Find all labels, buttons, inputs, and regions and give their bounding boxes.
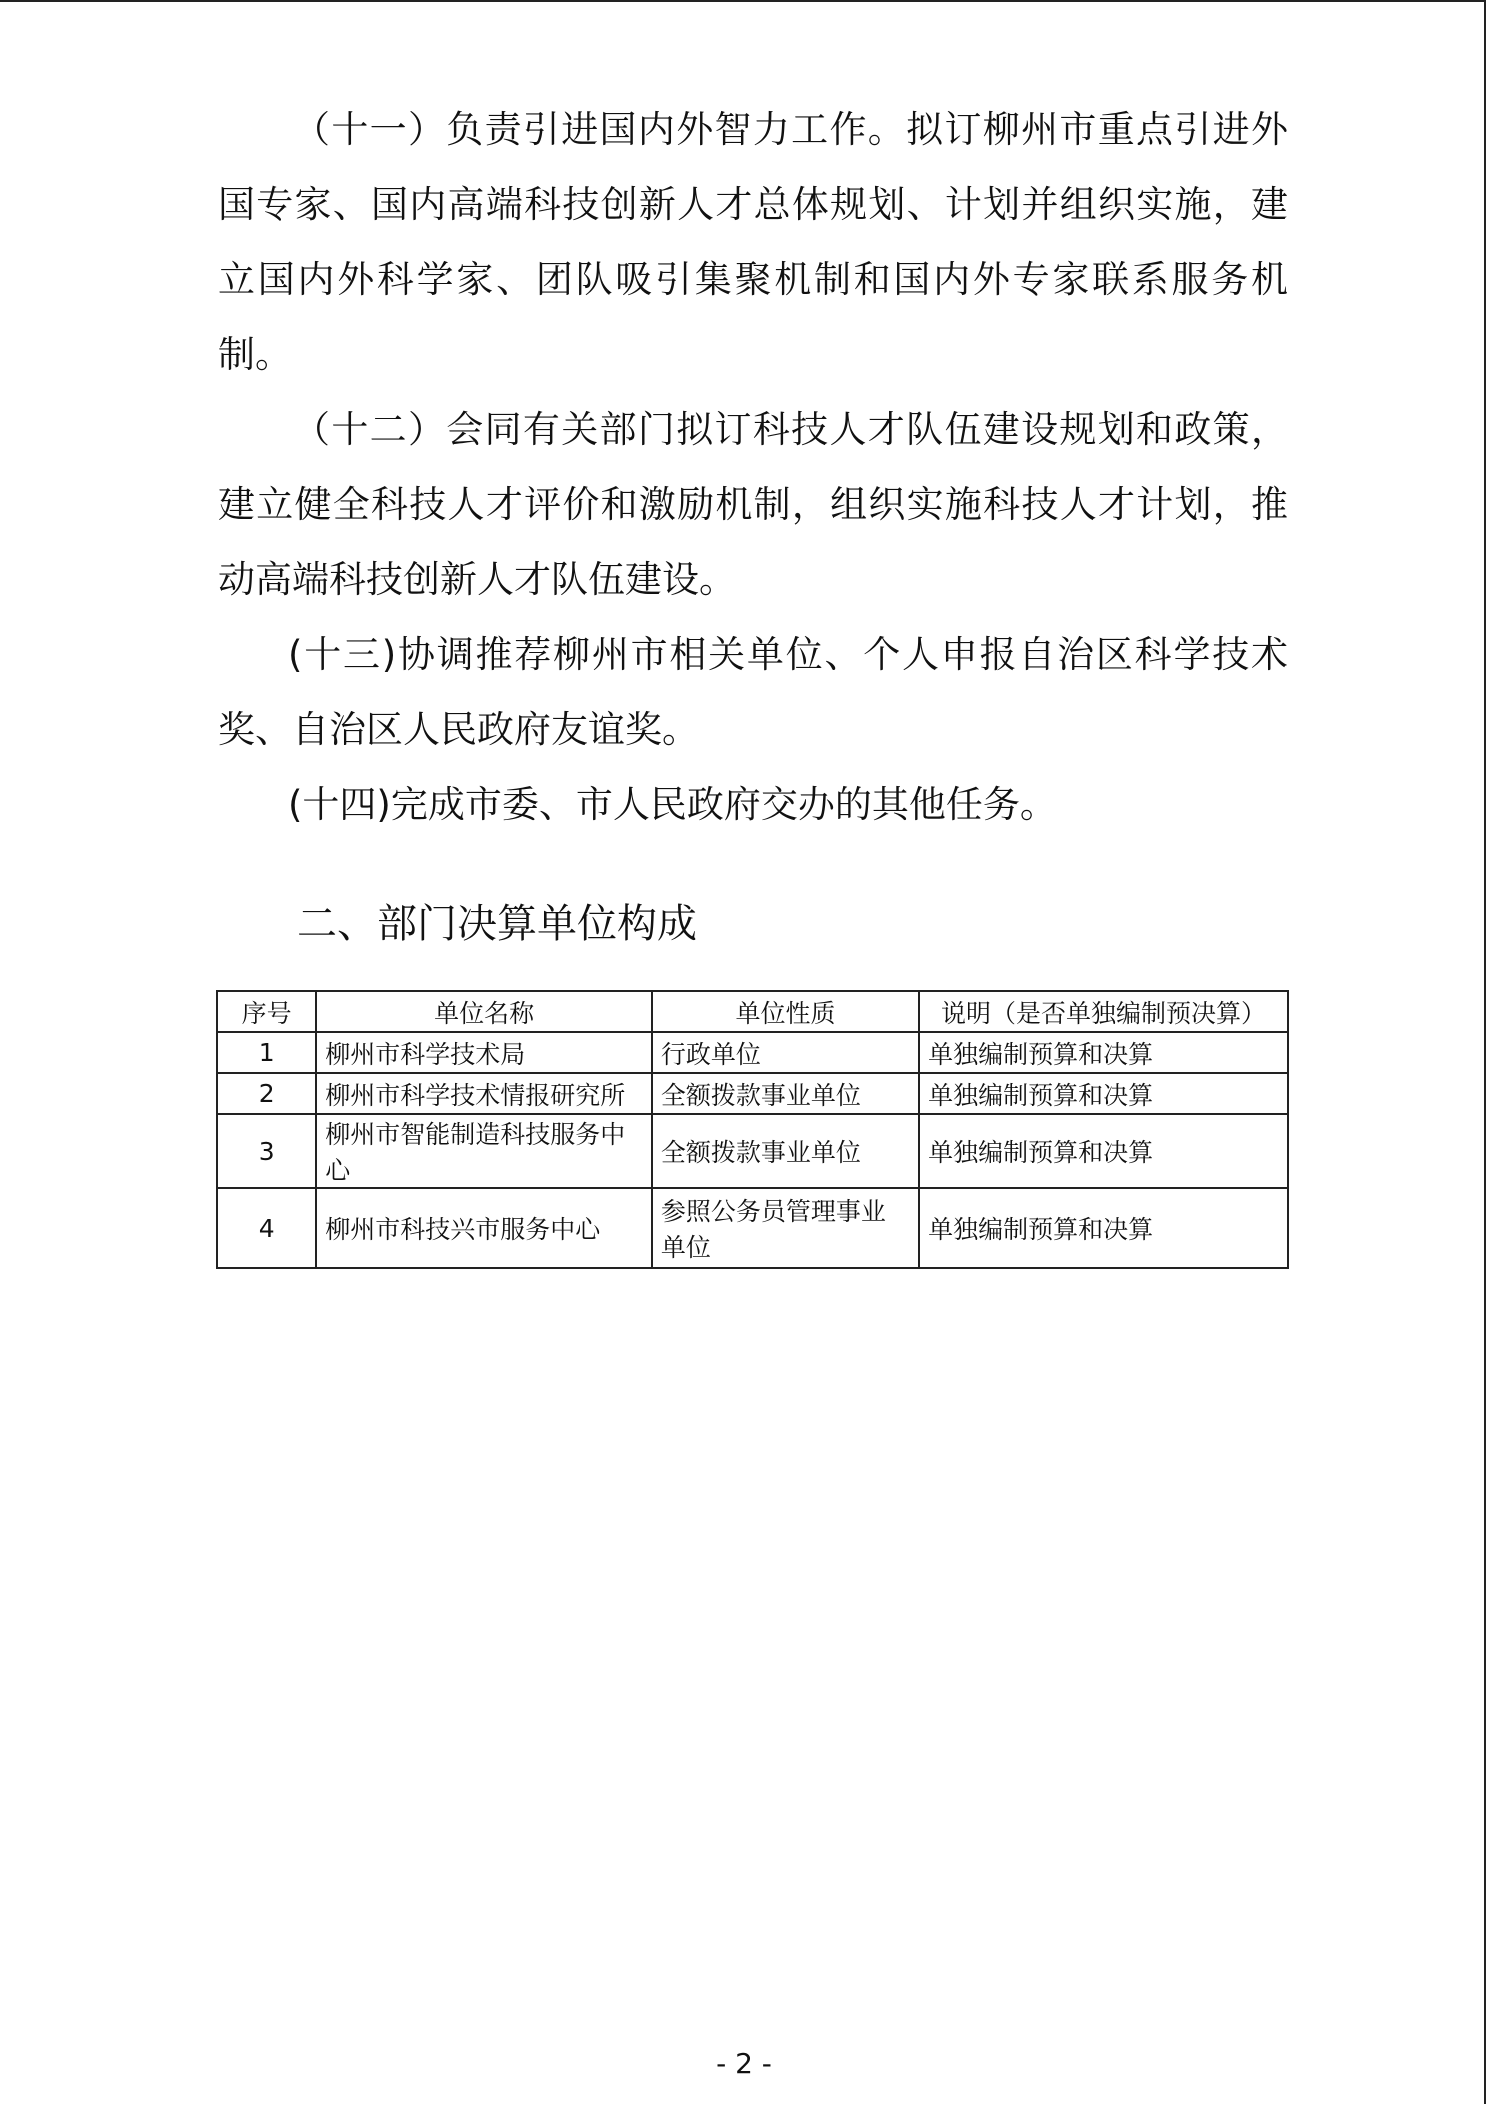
cell-unit-name: 柳州市科学技术情报研究所 — [316, 1073, 652, 1114]
table-row — [217, 1188, 1288, 1268]
table-header-row — [217, 991, 1288, 1032]
cell-index: 2 — [217, 1073, 316, 1114]
cell-index: 3 — [217, 1114, 316, 1188]
header-index: 序号 — [217, 991, 316, 1032]
paragraph-thirteen: (十三)协调推荐柳州市相关单位、个人申报自治区科学技术奖、自治区人民政府友谊奖。 — [218, 633, 1288, 751]
cell-unit-name: 柳州市科学技术局 — [316, 1032, 652, 1073]
header-unit-type: 单位性质 — [652, 991, 919, 1032]
cell-note: 单独编制预算和决算 — [919, 1073, 1288, 1114]
units-table — [216, 990, 1289, 1269]
cell-unit-name: 柳州市智能制造科技服务中心 — [316, 1114, 652, 1188]
paragraph-eleven: （十一）负责引进国内外智力工作。拟订柳州市重点引进外国专家、国内高端科技创新人才总体规划、计划并组织实施，建立国内外科学家、团队吸引集聚机制和国内外专家联系服务机制。 — [218, 108, 1288, 376]
table-row — [217, 1114, 1288, 1188]
paragraph-fourteen: (十四)完成市委、市人民政府交办的其他任务。 — [288, 783, 1057, 826]
page-number: - 2 - — [716, 2047, 772, 2080]
table-row — [217, 1032, 1288, 1073]
cell-unit-type: 参照公务员管理事业单位 — [652, 1188, 919, 1268]
cell-note: 单独编制预算和决算 — [919, 1114, 1288, 1188]
cell-note: 单独编制预算和决算 — [919, 1032, 1288, 1073]
cell-unit-type: 全额拨款事业单位 — [652, 1073, 919, 1114]
header-unit-name: 单位名称 — [316, 991, 652, 1032]
cell-unit-type: 全额拨款事业单位 — [652, 1114, 919, 1188]
section-heading: 二、部门决算单位构成 — [297, 901, 697, 947]
cell-index: 4 — [217, 1188, 316, 1268]
cell-note: 单独编制预算和决算 — [919, 1188, 1288, 1268]
paragraph-twelve: （十二）会同有关部门拟订科技人才队伍建设规划和政策，建立健全科技人才评价和激励机制，组织实施科技人才计划，推动高端科技创新人才队伍建设。 — [218, 408, 1288, 601]
table-row — [217, 1073, 1288, 1114]
header-note: 说明（是否单独编制预决算） — [919, 991, 1288, 1032]
document-body — [218, 92, 1288, 954]
cell-unit-type: 行政单位 — [652, 1032, 919, 1073]
cell-unit-name: 柳州市科技兴市服务中心 — [316, 1188, 652, 1268]
cell-index: 1 — [217, 1032, 316, 1073]
